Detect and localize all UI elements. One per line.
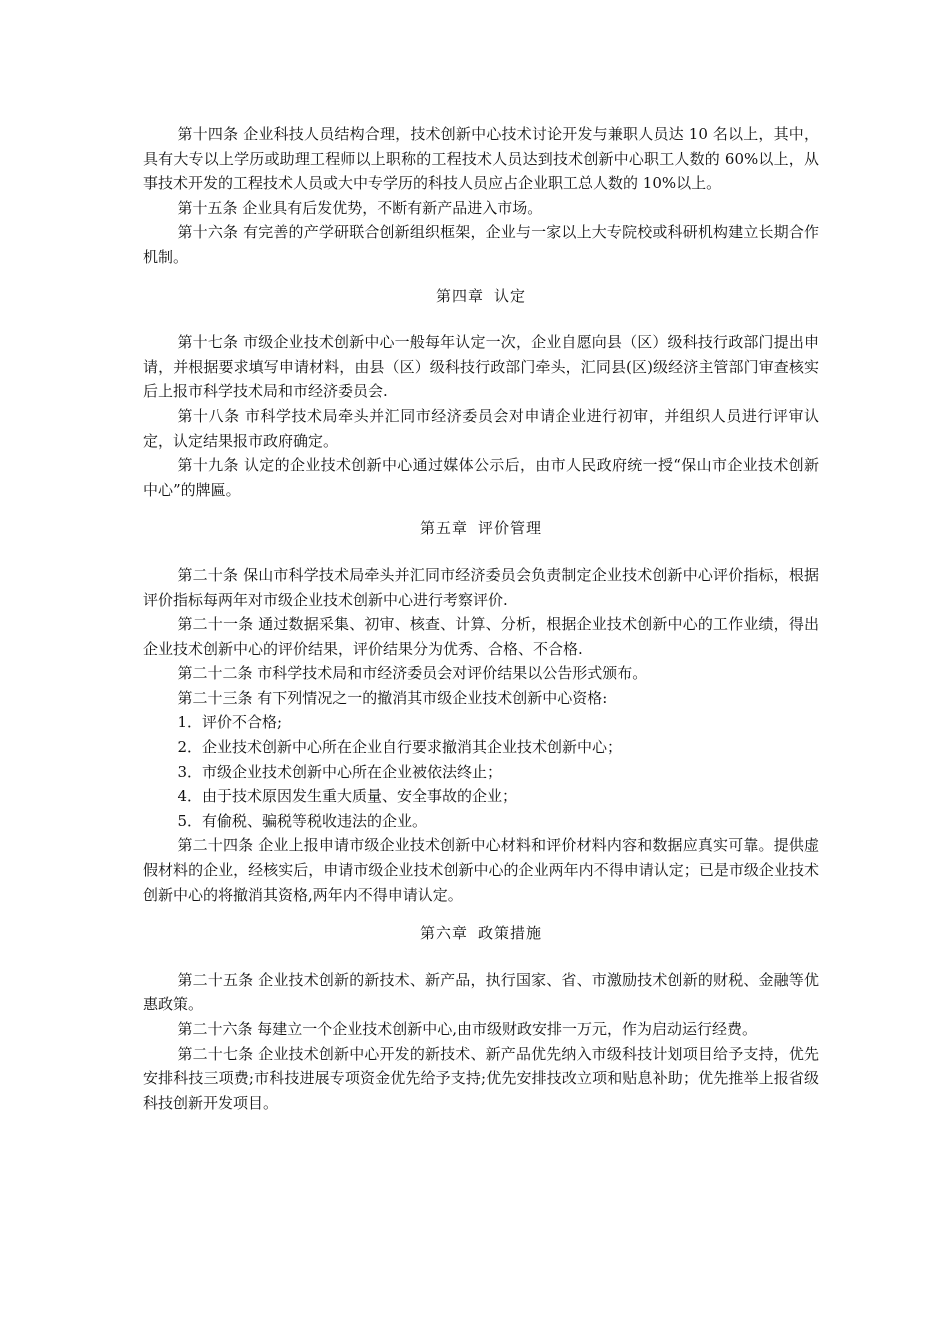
article-paragraph: 4．由于技术原因发生重大质量、安全事故的企业； bbox=[177, 787, 518, 806]
chapter-heading bbox=[143, 907, 819, 968]
article-paragraph: 第十六条 有完善的产学研联合创新组织框架，企业与一家以上大专院校或科研机构建立长期合作机制。 bbox=[143, 223, 819, 266]
article-paragraph: 第二十四条 企业上报申请市级企业技术创新中心材料和评价材料内容和数据应真实可靠。提供虚假材料的企业，经核实后，申请市级企业技术创新中心的企业两年内不得申请认定；已是市级企业技术创新中心的将撤消其资格,两年内不得申请认定。 bbox=[143, 836, 819, 904]
article-paragraph: 3．市级企业技术创新中心所在企业被依法终止； bbox=[177, 762, 503, 781]
article-paragraph: 第十九条 认定的企业技术创新中心通过媒体公示后，由市人民政府统一授“保山市企业技术创新中心”的牌匾。 bbox=[143, 456, 819, 499]
document-body bbox=[143, 122, 819, 1115]
article-paragraph: 第十七条 市级企业技术创新中心一般每年认定一次，企业自愿向县（区）级科技行政部门提出申请，并根据要求填写申请材料，由县（区）级科技行政部门牵头，汇同县(区)级经济主管部门审查核实后上报市科学技术局和市经济委员会. bbox=[143, 333, 819, 401]
article-paragraph: 第十四条 企业科技人员结构合理，技术创新中心技术讨论开发与兼职人员达 10 名以上，其中，具有大专以上学历或助理工程师以上职称的工程技术人员达到技术创新中心职工人数的 60%以上，从事技术开发的工程技术人员或大中专学历的科技人员应占企业职工总人数的 10%以上。 bbox=[143, 125, 819, 193]
article-paragraph: 第二十六条 每建立一个企业技术创新中心,由市级财政安排一万元，作为启动运行经费。 bbox=[177, 1020, 758, 1038]
article-paragraph: 第二十一条 通过数据采集、初审、核查、计算、分析，根据企业技术创新中心的工作业绩，得出企业技术创新中心的评价结果，评价结果分为优秀、合格、不合格. bbox=[143, 615, 819, 658]
chapter-number: 第四章 bbox=[435, 286, 484, 305]
chapter-title: 政策措施 bbox=[478, 924, 543, 943]
chapter-title: 认定 bbox=[494, 286, 527, 305]
article-paragraph: 1．评价不合格; bbox=[177, 713, 283, 732]
article-paragraph: 5．有偷税、骗税等税收违法的企业。 bbox=[177, 811, 428, 830]
chapter-number: 第五章 bbox=[419, 519, 468, 538]
article-paragraph: 第十八条 市科学技术局牵头并汇同市经济委员会对申请企业进行初审，并组织人员进行评审认定，认定结果报市政府确定。 bbox=[143, 406, 819, 450]
article-paragraph: 第二十五条 企业技术创新的新技术、新产品，执行国家、省、市激励技术创新的财税、金融等优惠政策。 bbox=[143, 970, 819, 1014]
article-paragraph: 第二十二条 市科学技术局和市经济委员会对评价结果以公告形式颁布。 bbox=[177, 664, 648, 683]
chapter-number: 第六章 bbox=[419, 924, 468, 943]
chapter-heading bbox=[143, 502, 819, 563]
article-paragraph: 第十五条 企业具有后发优势，不断有新产品进入市场。 bbox=[177, 198, 543, 217]
article-paragraph: 第二十条 保山市科学技术局牵头并汇同市经济委员会负责制定企业技术创新中心评价指标，根据评价指标每两年对市级企业技术创新中心进行考察评价. bbox=[143, 565, 819, 609]
article-paragraph: 2．企业技术创新中心所在企业自行要求撤消其企业技术创新中心； bbox=[177, 738, 623, 757]
chapter-heading bbox=[143, 270, 819, 331]
article-paragraph: 第二十三条 有下列情况之一的撤消其市级企业技术创新中心资格: bbox=[177, 688, 608, 707]
chapter-title: 评价管理 bbox=[478, 519, 543, 538]
article-paragraph: 第二十七条 企业技术创新中心开发的新技术、新产品优先纳入市级科技计划项目给予支持，优先安排科技三项费;市科技进展专项资金优先给予支持;优先安排技改立项和贴息补助；优先推举上报省级科技创新开发项目。 bbox=[143, 1044, 819, 1112]
